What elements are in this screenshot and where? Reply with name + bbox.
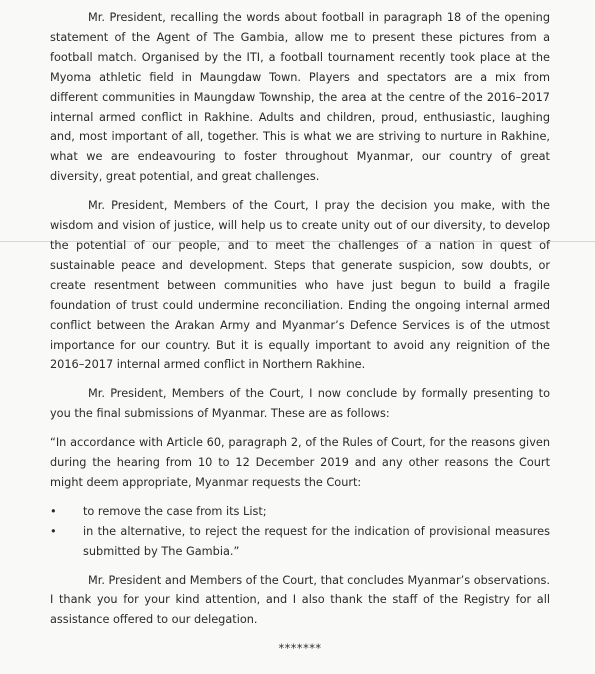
bullet-icon: • bbox=[50, 504, 57, 518]
closing-paragraph: Mr. President and Members of the Court, that concludes Myanmar’s observations. I thank you for your kind attention, and I also thank the staff of the Registry for all assistance offered to our delegation. bbox=[50, 573, 550, 627]
paragraph-pray-decision: Mr. President, Members of the Court, I pray the decision you make, with the wisdom and vision of justice, will help us to create unity out of our diversity, to develop the potential of our people, and to meet the challenges of a nation in quest of sustainable peace and development. Steps that generate suspicion, sow doubts, or create resentment between communities who have just begun to build a fragile foundation of trust could undermine reconciliation. Ending the ongoing internal armed conflict between the Arakan Army and Myanmar’s Defence Services is of the utmost importance for our country. But it is equally important to avoid any reignition of the 2016–2017 internal armed conflict in Northern Rakhine. bbox=[50, 199, 550, 372]
end-of-text-mark: ******* bbox=[278, 642, 322, 656]
paragraph-football-match: Mr. President, recalling the words about football in paragraph 18 of the opening statement of the Agent of The Gambia, allow me to present these pictures from a football match. Organised by the ITI, a football tournament recently took place at the Myoma athletic field in Maungdaw Town. Players and spectators are a mix from different communities in Maungdaw Township, the area at the centre of the 2016–2017 internal armed conflict in Rakhine. Adults and children, proud, enthusiastic, laughing and, most important of all, together. This is what we are striving to nurture in Rakhine, what we are endeavouring to foster throughout Myanmar, our country of great diversity, great potential, and great challenges. bbox=[50, 11, 550, 184]
list-item bbox=[50, 502, 550, 522]
list-item-text: to remove the case from its List; bbox=[83, 504, 267, 518]
paragraph-final-submissions-intro: Mr. President, Members of the Court, I now conclude by formally presenting to you the final submissions of Myanmar. These are as follows: bbox=[50, 387, 550, 421]
document-body bbox=[50, 8, 550, 670]
bullet-icon: • bbox=[50, 524, 57, 538]
submissions-list bbox=[50, 502, 550, 562]
list-item-text: in the alternative, to reject the request for the indication of provisional measures submitted by The Gambia.” bbox=[83, 524, 550, 558]
submissions-quote: “In accordance with Article 60, paragraph 2, of the Rules of Court, for the reasons given during the hearing from 10 to 12 December 2019 and any other reasons the Court might deem appropriate, Myanmar requests the Court: bbox=[50, 436, 550, 489]
list-item bbox=[50, 522, 550, 562]
